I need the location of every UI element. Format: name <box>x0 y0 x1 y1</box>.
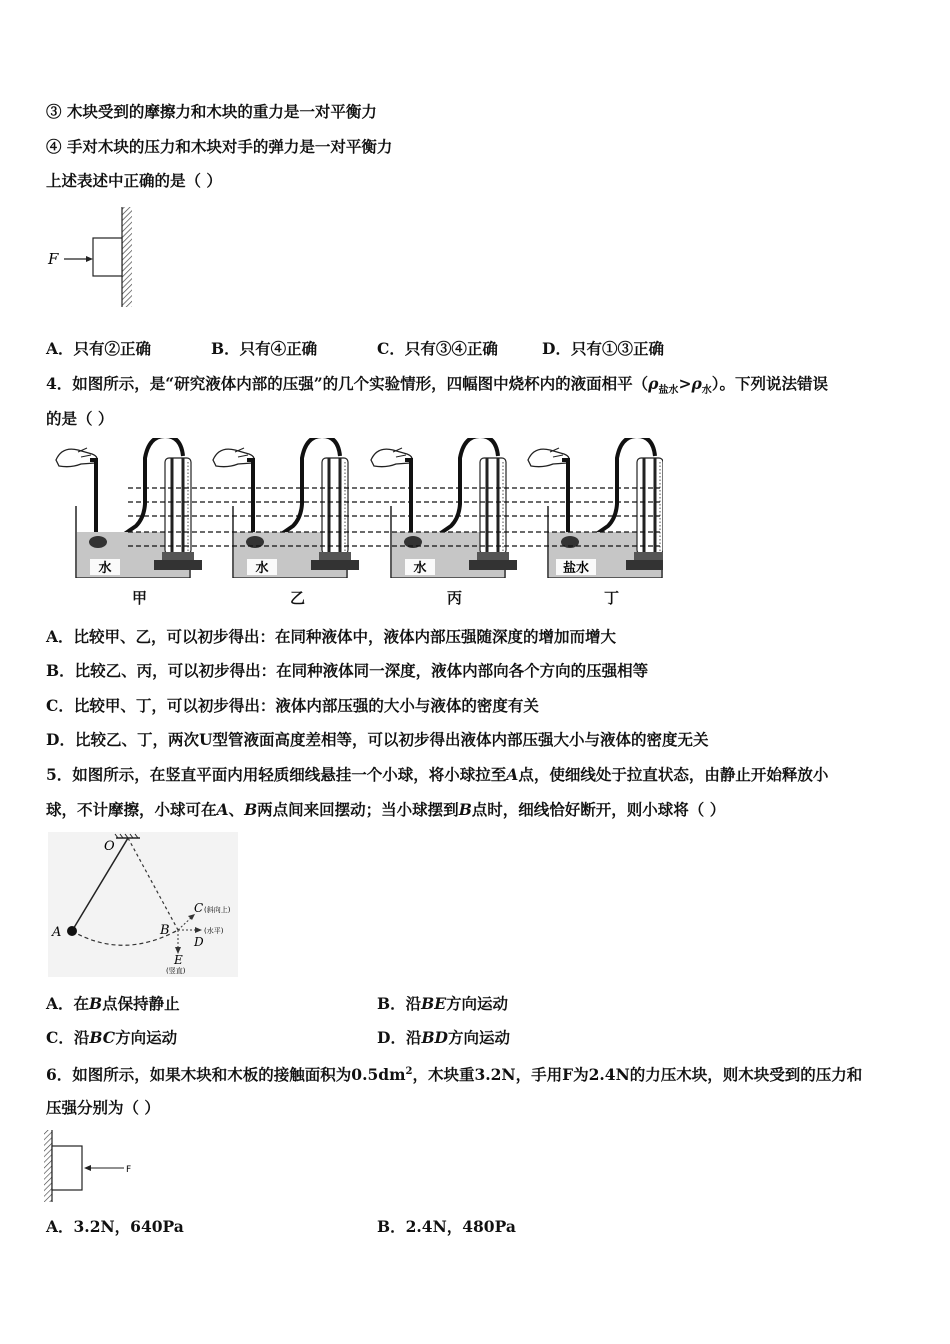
note-c: (斜向上) <box>204 906 231 914</box>
q6-stem-text: 6．如图所示，如果木块和木板的接触面积为0.5dm <box>46 1065 406 1085</box>
q3-option-c[interactable]: C．只有③④正确 <box>377 339 498 358</box>
option-suffix: 方向运动 <box>115 1028 178 1047</box>
q5-stem-text: 5．如图所示，在竖直平面内用轻质细线悬挂一个小球，将小球拉至 <box>46 765 507 784</box>
ball <box>67 926 77 936</box>
option-prefix: B．沿 <box>377 994 422 1013</box>
option-suffix: 点保持静止 <box>102 994 180 1013</box>
hand-icon <box>56 449 97 467</box>
q5-stem-text: 两点间来回摆动；当小球摆到 <box>257 800 459 819</box>
label-a: A <box>52 925 62 940</box>
point-b: B <box>458 800 472 819</box>
q4-stem-text-a: 4．如图所示，是“研究液体内部的压强”的几个实验情形，四幅图中烧杯内的液面相平（ <box>46 374 649 393</box>
force-label: F <box>126 1165 132 1175</box>
option-var: BC <box>89 1028 116 1047</box>
liquid-label-jia: 水 <box>98 561 112 576</box>
force-label: F <box>48 250 59 268</box>
note-e: (竖直) <box>166 967 186 975</box>
q5-option-d[interactable] <box>377 1028 510 1048</box>
point-a: A <box>506 765 519 784</box>
q5-option-c[interactable] <box>46 1028 177 1048</box>
option-prefix: C．沿 <box>46 1028 90 1047</box>
u-tube <box>165 458 191 554</box>
rho-symbol: ρ <box>691 374 702 393</box>
experiment-setup <box>56 438 202 578</box>
wood-block <box>93 238 122 276</box>
note-d: (水平) <box>204 927 224 935</box>
q5-stem-text: 点，使细线处于拉直状态，由静止开始释放小 <box>518 765 829 784</box>
q5-option-a[interactable] <box>46 994 180 1014</box>
q3-question: 上述表述中正确的是（ ） <box>46 171 222 190</box>
q5-stem-text: 点时，细线恰好断开，则小球将（ ） <box>471 800 726 819</box>
q6-stem-text: ，木块重3.2N，手用F为2.4N的力压木块，则木块受到的压力和 <box>412 1065 863 1085</box>
salt-water-subscript: 盐水 <box>658 385 679 397</box>
option-suffix: 方向运动 <box>446 994 509 1013</box>
q6-stem-line2: 压强分别为（ ） <box>46 1098 160 1117</box>
label-o: O <box>104 839 115 854</box>
q4-option-a[interactable]: A．比较甲、乙，可以初步得出：在同种液体中，液体内部压强随深度的增加而增大 <box>46 627 617 646</box>
squared-superscript: 2 <box>405 1066 413 1077</box>
q5-stem-text: 球，不计摩擦，小球可在 <box>46 800 217 819</box>
caption-yi: 乙 <box>290 589 306 607</box>
q5-pendulum-figure <box>48 832 238 977</box>
liquid-label-ding: 盐水 <box>562 561 590 576</box>
q3-option-d[interactable]: D．只有①③正确 <box>542 339 664 358</box>
label-d: D <box>194 935 204 949</box>
wood-block <box>52 1146 82 1190</box>
probe-head <box>89 536 107 548</box>
q3-option-a[interactable]: A．只有②正确 <box>46 339 152 358</box>
wall-hatch <box>44 1130 52 1202</box>
option-prefix: D．沿 <box>377 1028 422 1047</box>
q6-option-b[interactable]: B．2.4N，480Pa <box>377 1217 516 1236</box>
option-var: BE <box>421 994 447 1013</box>
wall-hatch <box>122 207 132 307</box>
water-subscript: 水 <box>701 385 712 397</box>
caption-ding: 丁 <box>604 589 620 607</box>
q6-stem-line1 <box>46 1062 862 1085</box>
greater-than: > <box>678 374 692 393</box>
q5-option-b[interactable] <box>377 994 508 1014</box>
liquid-label-bing: 水 <box>413 561 427 576</box>
label-c: C <box>194 901 204 915</box>
q4-pressure-experiment-figure <box>48 438 663 578</box>
option-var: B <box>89 994 103 1013</box>
q6-option-a[interactable]: A．3.2N，640Pa <box>46 1217 184 1236</box>
q5-stem-line1 <box>46 765 828 785</box>
q5-stem-text: 、 <box>228 800 245 819</box>
q4-stem-text-b: ）。下列说法错误 <box>711 374 829 393</box>
q4-option-d[interactable]: D．比较乙、丁，两次U型管液面高度差相等，可以初步得出液体内部压强大小与液体的密度无关 <box>46 730 709 749</box>
q3-statement-4: ④ 手对木块的压力和木块对手的弹力是一对平衡力 <box>46 137 393 156</box>
q3-option-b[interactable]: B．只有④正确 <box>211 339 318 358</box>
point-a: A <box>216 800 229 819</box>
liquid-label-yi: 水 <box>255 561 269 576</box>
caption-bing: 丙 <box>447 589 463 607</box>
q3-force-wall-figure <box>44 202 144 312</box>
label-b: B <box>160 923 170 938</box>
rho-symbol: ρ <box>648 374 659 393</box>
q3-statement-3: ③ 木块受到的摩擦力和木块的重力是一对平衡力 <box>46 102 377 121</box>
q4-option-c[interactable]: C．比较甲、丁，可以初步得出：液体内部压强的大小与液体的密度有关 <box>46 696 539 715</box>
option-suffix: 方向运动 <box>448 1028 511 1047</box>
option-var: BD <box>421 1028 448 1047</box>
q6-force-wall-figure <box>44 1128 136 1204</box>
q4-stem-line1 <box>46 374 828 401</box>
q4-option-b[interactable]: B．比较乙、丙，可以初步得出：在同种液体同一深度，液体内部向各个方向的压强相等 <box>46 661 649 680</box>
point-b: B <box>244 800 258 819</box>
label-e: E <box>174 953 183 967</box>
caption-jia: 甲 <box>132 589 148 607</box>
q4-stem-line2: 的是（ ） <box>46 409 114 428</box>
q5-stem-line2 <box>46 800 725 820</box>
manometer-base <box>154 560 202 570</box>
option-prefix: A．在 <box>46 994 90 1013</box>
